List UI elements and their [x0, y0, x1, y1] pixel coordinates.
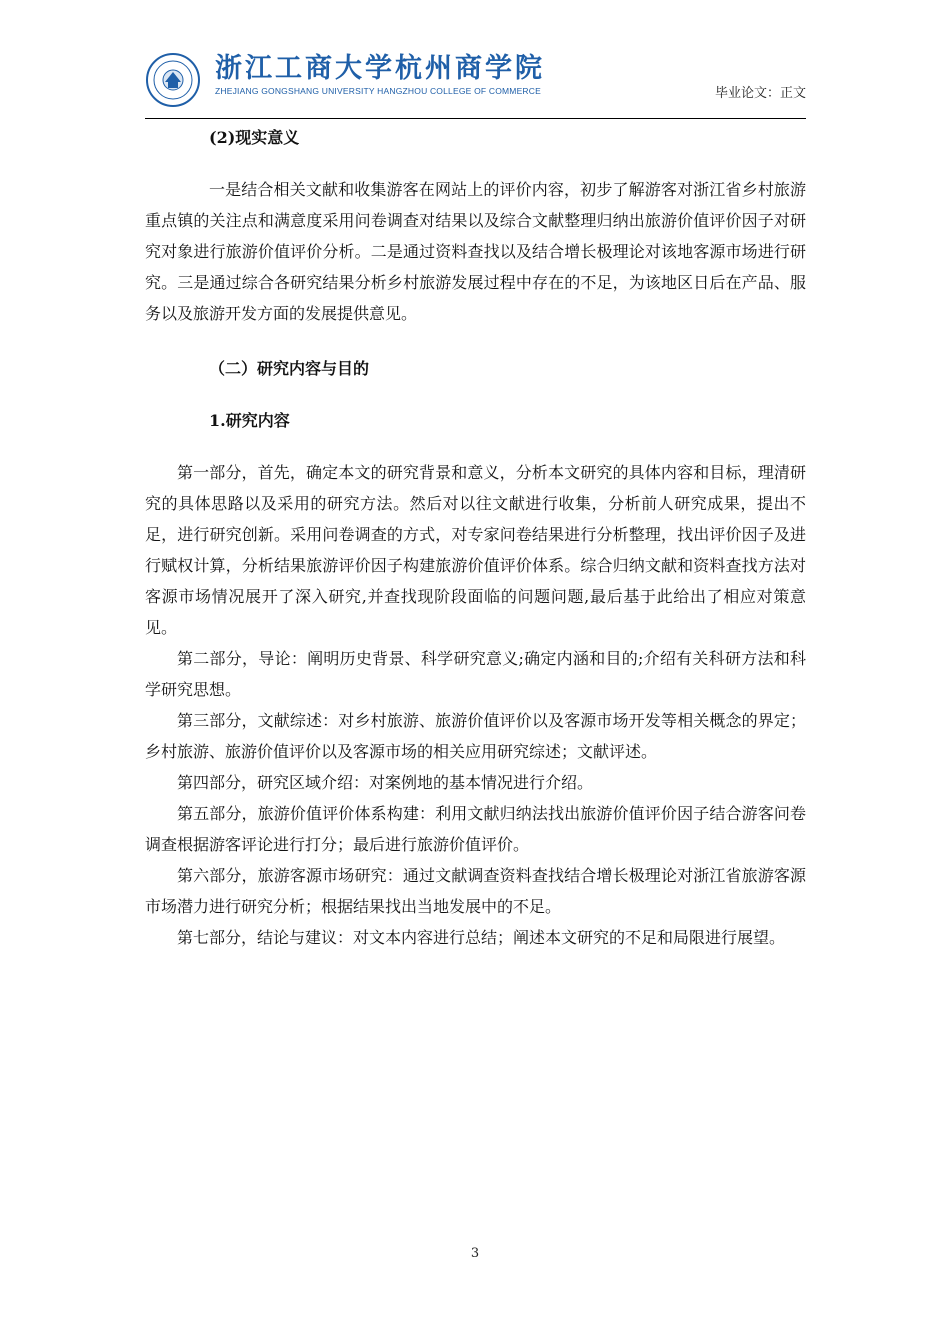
paragraph-part: 第七部分，结论与建议：对文本内容进行总结；阐述本文研究的不足和局限进行展望。 — [177, 928, 786, 947]
page-header — [145, 30, 806, 118]
heading-research-content-goal: （二）研究内容与目的 — [209, 359, 370, 378]
paragraph-part: 第三部分，文献综述：对乡村旅游、旅游价值评价以及客源市场开发等相关概念的界定；乡村旅游、旅游价值评价以及客源市场的相关应用研究综述；文献评述。 — [145, 711, 806, 761]
header-divider — [145, 118, 806, 119]
page-number: 3 — [470, 1246, 480, 1261]
header-section-label: 毕业论文：正文 — [714, 86, 806, 101]
document-body — [145, 122, 806, 953]
university-logo-text: 浙江工商大学杭州商学院 — [215, 53, 545, 84]
paragraph-part: 第四部分，研究区域介绍：对案例地的基本情况进行介绍。 — [177, 773, 594, 792]
university-logo-english: ZHEJIANG GONGSHANG UNIVERSITY HANGZHOU COLLEGE OF COMMERCE — [215, 86, 541, 96]
paragraph-part: 第五部分，旅游价值评价体系构建：利用文献归纳法找出旅游价值评价因子结合游客问卷调查根据游客评论进行打分；最后进行旅游价值评价。 — [145, 804, 806, 854]
paragraph-practical-significance: 一是结合相关文献和收集游客在网站上的评价内容，初步了解游客对浙江省乡村旅游重点镇的关注点和满意度采用问卷调查对结果以及综合文献整理归纳出旅游价值评价因子对研究对象进行旅游价值评价分析。二是通过资料查找以及结合增长极理论对该地客源市场进行研究。三是通过综合各研究结果分析乡村旅游发展过程中存在的不足，为该地区日后在产品、服务以及旅游开发方面的发展提供意见。 — [145, 180, 806, 323]
paragraph-part: 第六部分，旅游客源市场研究：通过文献调查资料查找结合增长极理论对浙江省旅游客源市场潜力进行研究分析；根据结果找出当地发展中的不足。 — [145, 866, 806, 916]
heading-research-content: 1.研究内容 — [209, 411, 290, 430]
paragraph-part: 第一部分，首先，确定本文的研究背景和意义，分析本文研究的具体内容和目标，理清研究的具体思路以及采用的研究方法。然后对以往文献进行收集，分析前人研究成果，提出不足，进行研究创新。采用问卷调查的方式，对专家问卷结果进行分析整理，找出评价因子及进行赋权计算，分析结果旅游评价因子构建旅游价值评价体系。综合归纳文献和资料查找方法对客源市场情况展开了深入研究,并查找现阶段面临的问题问题,最后基于此给出了相应对策意见。 — [145, 463, 806, 637]
paragraph-part: 第二部分，导论：阐明历史背景、科学研究意义;确定内涵和目的;介绍有关科研方法和科学研究思想。 — [145, 649, 806, 699]
university-emblem-icon — [145, 52, 201, 108]
research-parts-list — [145, 457, 806, 953]
heading-practical-significance: (2)现实意义 — [209, 128, 300, 147]
